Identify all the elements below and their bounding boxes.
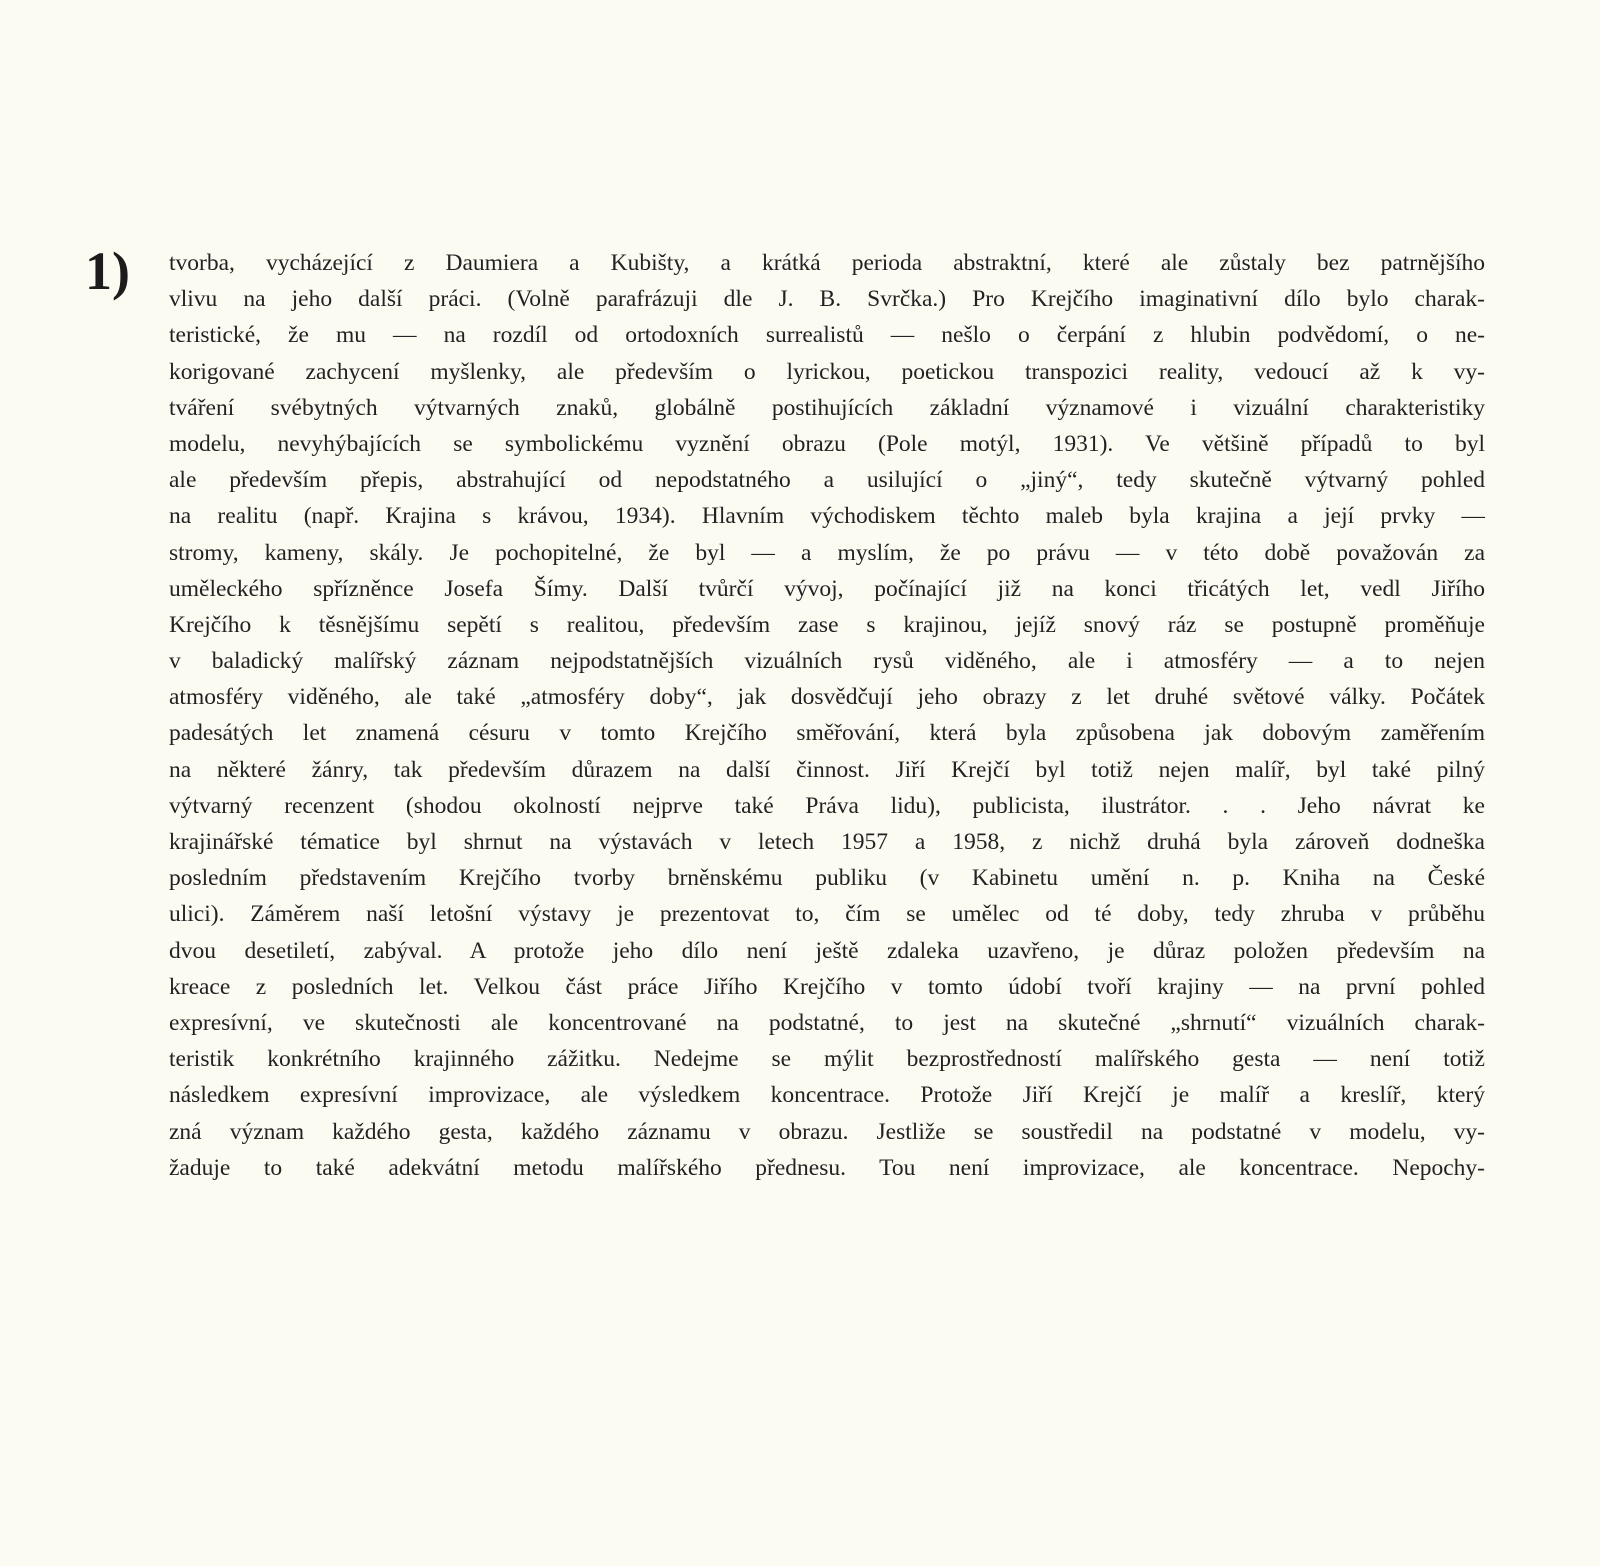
text-line: Krejčího k těsnějšímu sepětí s realitou, především zase s krajinou, jejíž snový ráz se postupně proměňuje	[169, 611, 1485, 638]
text-line: padesátých let znamená césuru v tomto Krejčího směřování, která byla způsobena jak dobovým zaměřením	[169, 720, 1485, 747]
text-line: výtvarný recenzent (shodou okolností nejprve také Práva lidu), publicista, ilustrátor. . . Jeho návrat ke	[169, 792, 1485, 819]
text-line: na některé žánry, tak především důrazem na další činnost. Jiří Krejčí byl totiž nejen malíř, byl také pilný	[169, 756, 1485, 783]
text-line: posledním představením Krejčího tvorby brněnskému publiku (v Kabinetu umění n. p. Kniha na České	[169, 865, 1485, 892]
text-line: zná význam každého gesta, každého záznamu v obrazu. Jestliže se soustředil na podstatné v modelu, vy-	[169, 1118, 1485, 1145]
text-line: tváření svébytných výtvarných znaků, globálně postihujících základní významové i vizuální charakteristiky	[169, 394, 1485, 421]
text-line: teristik konkrétního krajinného zážitku. Nedejme se mýlit bezprostředností malířského gesta — není totiž	[169, 1046, 1485, 1073]
text-line: dvou desetiletí, zabýval. A protože jeho dílo není ještě zdaleka uzavřeno, je důraz položen především na	[169, 937, 1485, 964]
page-number: 1)	[85, 241, 130, 301]
text-line: ale především přepis, abstrahující od nepodstatného a usilující o „jiný“, tedy skutečně výtvarný pohled	[169, 467, 1485, 494]
text-line: ulici). Záměrem naší letošní výstavy je prezentovat to, čím se umělec od té doby, tedy zhruba v průběhu	[169, 901, 1485, 928]
text-line: atmosféry viděného, ale také „atmosféry doby“, jak dosvědčují jeho obrazy z let druhé světové války. Počátek	[169, 684, 1485, 711]
text-line: žaduje to také adekvátní metodu malířského přednesu. Tou není improvizace, ale koncentrace. Nepochy-	[169, 1154, 1485, 1181]
text-line: na realitu (např. Krajina s krávou, 1934). Hlavním východiskem těchto maleb byla krajina a její prvky —	[169, 503, 1485, 530]
body-text	[169, 245, 1485, 1186]
text-line: vlivu na jeho další práci. (Volně parafrázuji dle J. B. Svrčka.) Pro Krejčího imaginativní dílo bylo charak-	[169, 286, 1485, 313]
text-line: v baladický malířský záznam nejpodstatnějších vizuálních rysů viděného, ale i atmosféry — a to nejen	[169, 648, 1485, 675]
text-line: modelu, nevyhýbajících se symbolickému vyznění obrazu (Pole motýl, 1931). Ve většině případů to byl	[169, 430, 1485, 457]
text-line: kreace z posledních let. Velkou část práce Jiřího Krejčího v tomto údobí tvoří krajiny — na první pohled	[169, 973, 1485, 1000]
text-line: korigované zachycení myšlenky, ale především o lyrickou, poetickou transpozici reality, vedoucí až k vy-	[169, 358, 1485, 385]
text-line: expresívní, ve skutečnosti ale koncentrované na podstatné, to jest na skutečné „shrnutí“ vizuálních charak-	[169, 1009, 1485, 1036]
text-line: krajinářské tématice byl shrnut na výstavách v letech 1957 a 1958, z nichž druhá byla zároveň dodneška	[169, 829, 1485, 855]
text-line: tvorba, vycházející z Daumiera a Kubišty, a krátká perioda abstraktní, které ale zůstaly bez patrnějšího	[169, 250, 1485, 276]
text-line: následkem expresívní improvizace, ale výsledkem koncentrace. Protože Jiří Krejčí je malíř a kreslíř, který	[169, 1082, 1485, 1109]
text-line: uměleckého spřízněnce Josefa Šímy. Další tvůrčí vývoj, počínající již na konci třicátých let, vedl Jiřího	[169, 575, 1485, 602]
text-line: teristické, že mu — na rozdíl od ortodoxních surrealistů — nešlo o čerpání z hlubin podvědomí, o ne-	[169, 322, 1485, 349]
text-line: stromy, kameny, skály. Je pochopitelné, že byl — a myslím, že po právu — v této době považován za	[169, 539, 1485, 566]
